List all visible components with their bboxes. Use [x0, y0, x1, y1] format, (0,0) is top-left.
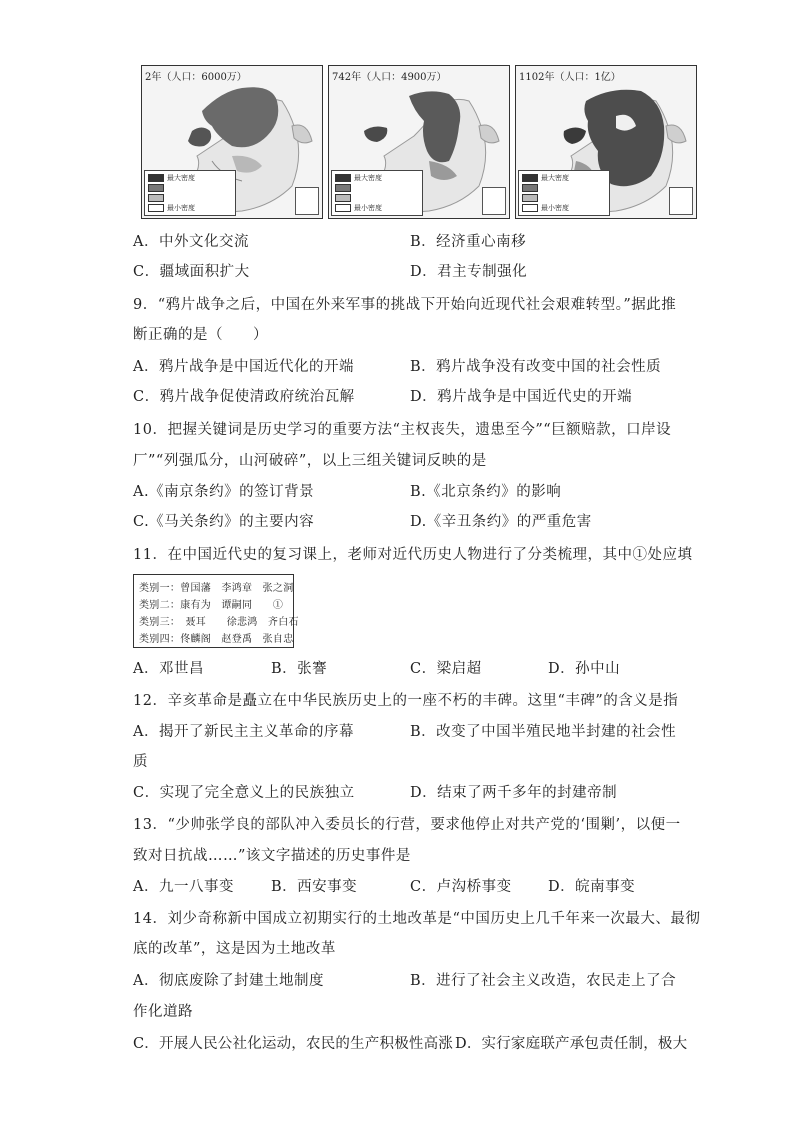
q10-stem-line-2: 厂”“列强瓜分，山河破碎”，以上三组关键词反映的是: [133, 453, 487, 469]
map-caption: 1102年（人口：1亿）: [519, 72, 621, 83]
q8-option-b[interactable]: B．经济重心南移: [410, 234, 527, 250]
q10-option-b[interactable]: B.《北京条约》的影响: [410, 484, 562, 500]
table-row: 类别一：曾国藩 李鸿章 张之洞: [139, 583, 294, 594]
table-row: 类别二：康有为 谭嗣同 ①: [139, 600, 284, 611]
table-row: 类别三： 聂耳 徐悲鸿 齐白石: [139, 617, 299, 628]
legend-max-label: 最大密度: [167, 174, 195, 182]
q12-option-b-line-1[interactable]: B．改变了中国半殖民地半封建的社会性: [410, 724, 677, 740]
q14-option-c[interactable]: C．开展人民公社化运动，农民的生产积极性高涨: [133, 1036, 453, 1052]
south-china-sea-inset: [295, 187, 319, 215]
q14-stem-line-2: 底的改革”，这是因为土地改革: [133, 941, 336, 957]
map-year-1102: [515, 65, 697, 219]
q9-stem-line-1: 9．“鸦片战争之后，中国在外来军事的挑战下开始向近现代社会艰难转型。”据此推: [133, 297, 677, 313]
q8-option-c[interactable]: C．疆域面积扩大: [133, 264, 250, 280]
q12-stem: 12．辛亥革命是矗立在中华民族历史上的一座不朽的丰碑。这里“丰碑”的含义是指: [133, 693, 679, 709]
q9-option-b[interactable]: B．鸦片战争没有改变中国的社会性质: [410, 359, 662, 375]
map-year-2: [141, 65, 323, 219]
figure-classification-table: [133, 574, 299, 648]
map-caption: 2年（人口：6000万）: [145, 72, 247, 83]
q13-stem-line-2: 致对日抗战……”该文字描述的历史事件是: [133, 848, 411, 864]
q9-stem-line-2: 断正确的是（ ）: [133, 327, 268, 343]
q11-option-a[interactable]: A．邓世昌: [133, 661, 204, 677]
q10-option-d[interactable]: D.《辛丑条约》的严重危害: [410, 514, 592, 530]
map-legend: [518, 170, 610, 216]
map-legend: [144, 170, 236, 216]
map-year-742: [328, 65, 510, 219]
q10-stem-line-1: 10．把握关键词是历史学习的重要方法“主权丧失，遗患至今”“巨额赔款，口岸设: [133, 422, 672, 438]
q12-option-c[interactable]: C．实现了完全意义上的民族独立: [133, 785, 355, 801]
q12-option-a[interactable]: A．揭开了新民主主义革命的序幕: [133, 724, 354, 740]
q13-stem-line-1: 13．“少帅张学良的部队冲入委员长的行营，要求他停止对共产党的‘围剿’，以便一: [133, 817, 681, 833]
south-china-sea-inset: [669, 187, 693, 215]
map-caption: 742年（人口：4900万）: [332, 72, 447, 83]
q8-option-d[interactable]: D．君主专制强化: [410, 264, 528, 280]
legend-min-label: 最小密度: [354, 204, 382, 212]
q11-stem: 11．在中国近代史的复习课上，老师对近代历史人物进行了分类梳理，其中①处应填: [133, 547, 693, 563]
south-china-sea-inset: [482, 187, 506, 215]
table-row: 类别四：佟麟阁 赵登禹 张自忠: [139, 634, 294, 645]
q13-option-a[interactable]: A．九一八事变: [133, 879, 234, 895]
q14-option-b-line-2[interactable]: 作化道路: [133, 1004, 193, 1020]
q13-option-c[interactable]: C．卢沟桥事变: [410, 879, 512, 895]
q14-option-b-line-1[interactable]: B．进行了社会主义改造，农民走上了合: [410, 973, 677, 989]
q9-option-c[interactable]: C．鸦片战争促使清政府统治瓦解: [133, 389, 355, 405]
q9-option-a[interactable]: A．鸦片战争是中国近代化的开端: [133, 359, 354, 375]
legend-min-label: 最小密度: [167, 204, 195, 212]
legend-max-label: 最大密度: [354, 174, 382, 182]
q11-option-c[interactable]: C．梁启超: [410, 661, 482, 677]
q11-option-b[interactable]: B．张謇: [271, 661, 328, 677]
q14-option-a[interactable]: A．彻底废除了封建土地制度: [133, 973, 324, 989]
q10-option-c[interactable]: C.《马关条约》的主要内容: [133, 514, 315, 530]
q13-option-d[interactable]: D．皖南事变: [548, 879, 636, 895]
map-legend: [331, 170, 423, 216]
q11-option-d[interactable]: D．孙中山: [548, 661, 621, 677]
q9-option-d[interactable]: D．鸦片战争是中国近代史的开端: [410, 389, 633, 405]
legend-max-label: 最大密度: [541, 174, 569, 182]
q13-option-b[interactable]: B．西安事变: [271, 879, 358, 895]
q14-stem-line-1: 14．刘少奇称新中国成立初期实行的土地改革是“中国历史上几千年来一次最大、最彻: [133, 911, 701, 927]
q8-option-a[interactable]: A．中外文化交流: [133, 234, 249, 250]
q12-option-d[interactable]: D．结束了两千多年的封建帝制: [410, 785, 618, 801]
q12-option-b-line-2[interactable]: 质: [133, 754, 148, 770]
q14-option-d[interactable]: D．实行家庭联产承包责任制，极大: [455, 1036, 688, 1052]
legend-min-label: 最小密度: [541, 204, 569, 212]
population-density-maps: [141, 65, 699, 219]
q10-option-a[interactable]: A.《南京条约》的签订背景: [133, 484, 315, 500]
